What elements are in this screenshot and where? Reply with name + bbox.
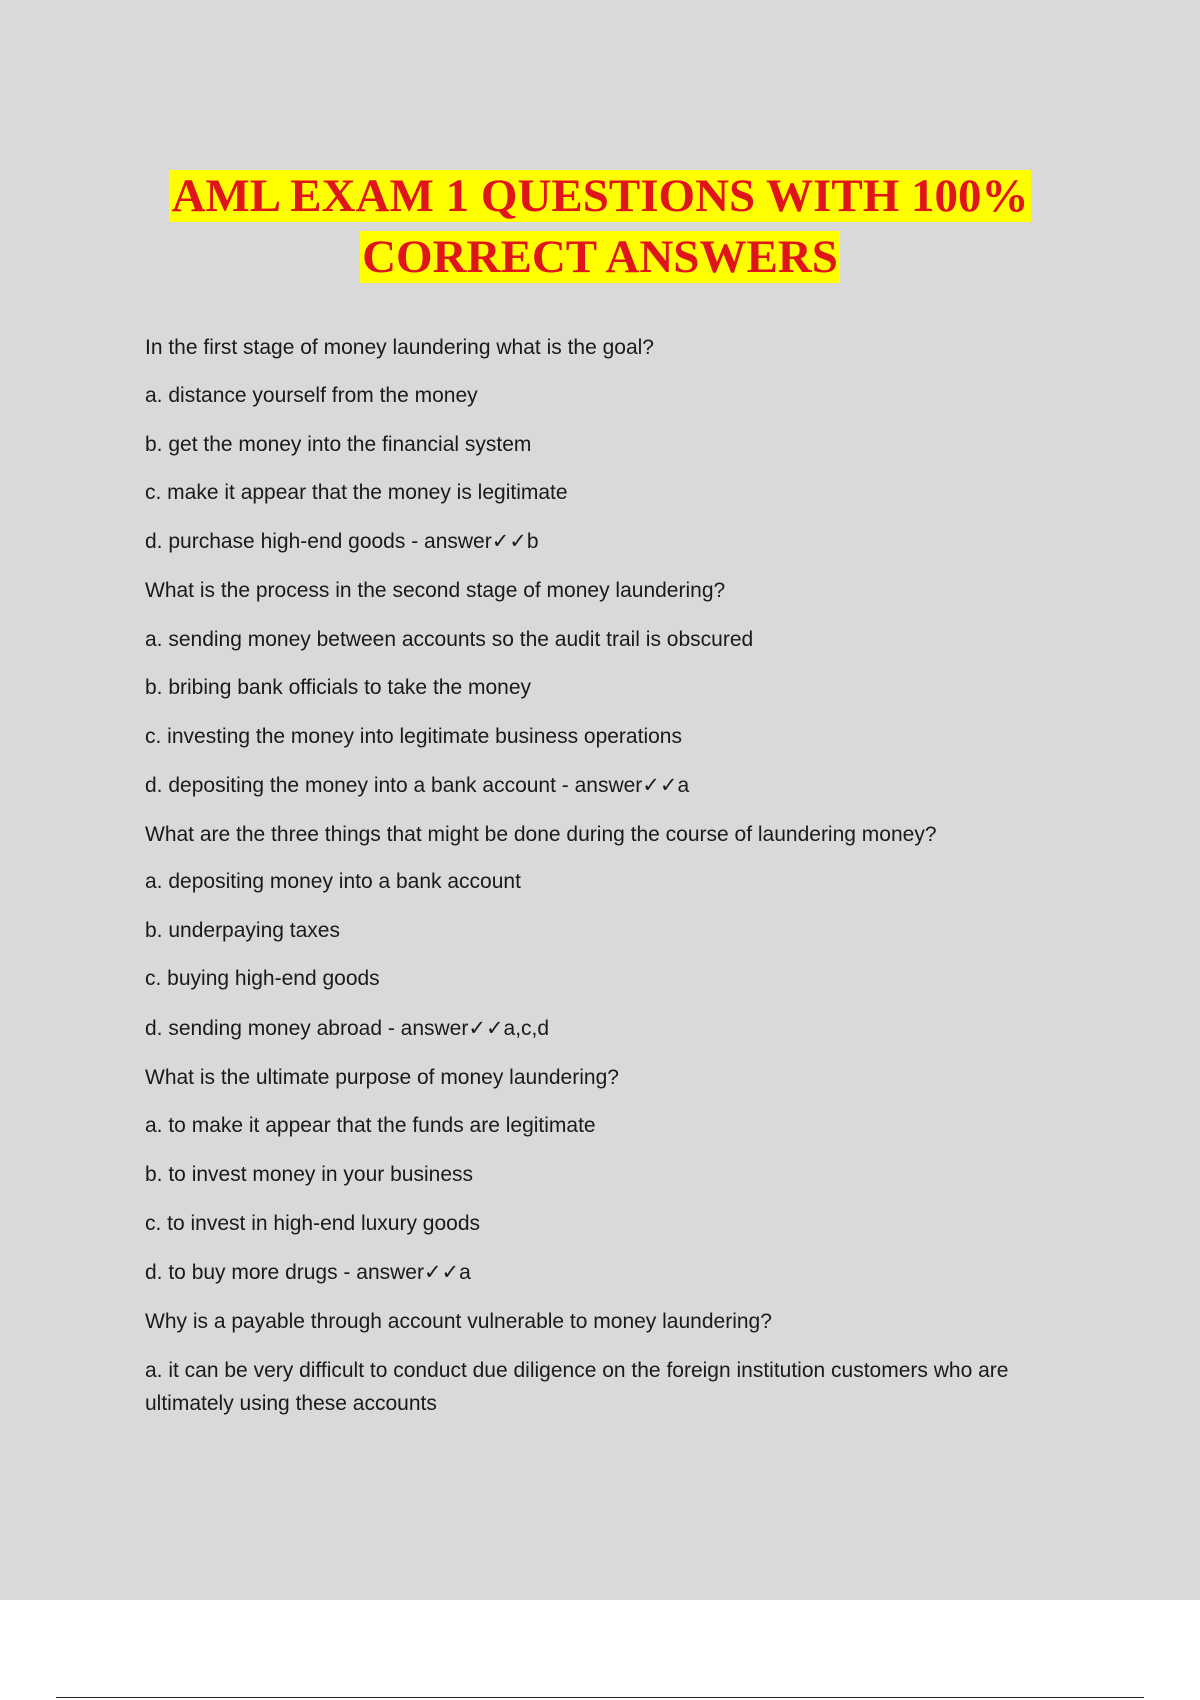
option-1a: a. distance yourself from the money (145, 384, 478, 407)
title-line-1: AML EXAM 1 QUESTIONS WITH 100% (171, 170, 1029, 222)
question-5: Why is a payable through account vulnerable to money laundering? (145, 1310, 772, 1333)
option-1b: b. get the money into the financial system (145, 433, 532, 456)
option-2c: c. investing the money into legitimate business operations (145, 725, 682, 748)
option-3d-answer: d. sending money abroad - answer✓✓a,c,d (145, 1017, 550, 1040)
option-3a: a. depositing money into a bank account (145, 870, 521, 893)
question-1: In the first stage of money laundering what is the goal? (145, 336, 654, 359)
option-2d-answer: d. depositing the money into a bank account - answer✓✓a (145, 774, 690, 797)
option-4c: c. to invest in high-end luxury goods (145, 1212, 481, 1235)
question-2: What is the process in the second stage of money laundering? (145, 579, 726, 602)
question-4: What is the ultimate purpose of money laundering? (145, 1066, 619, 1089)
footer-rule (56, 1697, 1144, 1698)
option-2a: a. sending money between accounts so the audit trail is obscured (145, 628, 754, 651)
option-2b: b. bribing bank officials to take the money (145, 676, 532, 699)
title-line-2: CORRECT ANSWERS (362, 231, 838, 283)
document-title (0, 166, 1200, 288)
option-1c: c. make it appear that the money is legitimate (145, 481, 568, 504)
option-3b: b. underpaying taxes (145, 919, 340, 942)
question-3: What are the three things that might be done during the course of laundering money? (145, 823, 937, 846)
option-4b: b. to invest money in your business (145, 1163, 474, 1186)
option-4a: a. to make it appear that the funds are legitimate (145, 1114, 596, 1137)
option-4d-answer: d. to buy more drugs - answer✓✓a (145, 1261, 471, 1284)
option-5a: a. it can be very difficult to conduct due diligence on the foreign institution customers who are ultimately using these accounts (145, 1359, 1009, 1415)
option-3c: c. buying high-end goods (145, 967, 380, 990)
option-1d-answer: d. purchase high-end goods - answer✓✓b (145, 530, 539, 553)
